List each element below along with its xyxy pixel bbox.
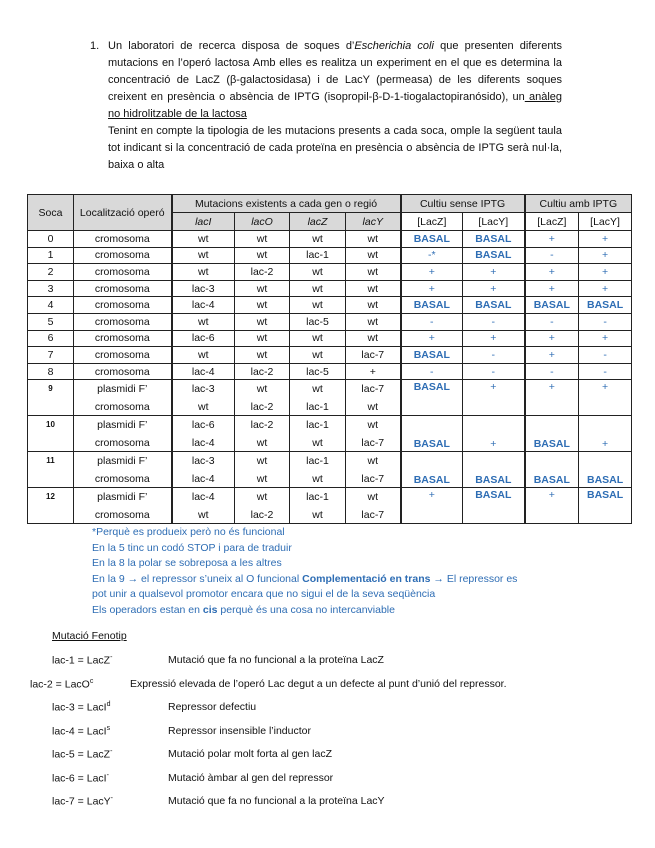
mutation-code: lac-1 = LacZ- <box>52 654 113 667</box>
gene-cell-line: lac-6 <box>191 419 215 432</box>
result-cell: + <box>525 488 579 524</box>
gene-cell <box>235 416 290 452</box>
mutation-description: Expressió elevada de l’operó Lac degut a un defecte al punt d’unió del repressor. <box>130 677 507 690</box>
cell-lines <box>235 452 289 487</box>
location-cell: cromosoma <box>74 280 172 297</box>
mutation-description: Mutació que fa no funcional a la proteïna LacZ <box>168 654 384 666</box>
gene-cell: wt <box>235 231 290 248</box>
gene-cell-line: lac-2 <box>250 400 274 413</box>
cell-lines <box>74 452 171 487</box>
statement-part: que presenten diferents mutacions en l’operó lactosa Amb elles es realitza un experiment en el que es determina la concentració de LacZ (β-galactosidasa) i de LacY (permeasa) de les diferents soques creixent en presència o absència de IPTG (isopropil-β-D-1-tiogalactopiranósido), un <box>108 40 562 103</box>
gene-cell-line: lac-1 <box>306 491 329 504</box>
table-row <box>28 416 632 452</box>
cell-lines <box>346 452 400 487</box>
gene-cell: wt <box>290 347 346 364</box>
table-row <box>28 247 632 264</box>
table-row <box>28 297 632 314</box>
result-cell: - <box>401 313 463 330</box>
mutation-description: Repressor insensible l’inductor <box>168 724 311 737</box>
cell-lines <box>173 416 235 451</box>
gene-cell <box>235 488 290 524</box>
header-sense-iptg: Cultiu sense IPTG <box>401 195 525 213</box>
location-cell: cromosoma <box>74 231 172 248</box>
gene-cell-line: wt <box>256 455 268 468</box>
result-cell: BASAL <box>401 452 463 488</box>
gene-cell <box>346 488 401 524</box>
cell-lines <box>74 380 171 415</box>
cell-lines <box>74 416 171 451</box>
mutation-superscript: c <box>89 677 94 685</box>
note-bold: Complementació en trans <box>302 572 431 585</box>
gene-label: lacI <box>195 215 212 228</box>
soca-cell: 1 <box>28 247 74 264</box>
result-cell: + <box>525 330 579 347</box>
gene-cell <box>235 452 290 488</box>
location-cell: cromosoma <box>74 264 172 281</box>
note <box>92 572 572 588</box>
legend-heading: Mutació Fenotip <box>52 630 127 642</box>
result-cell: BASAL <box>401 347 463 364</box>
gene-cell: wt <box>290 231 346 248</box>
gene-label: lacY <box>362 215 383 228</box>
table-row <box>28 264 632 281</box>
table-row <box>28 280 632 297</box>
header-laco <box>235 213 290 231</box>
gene-cell: wt <box>346 297 401 314</box>
gene-cell <box>346 416 401 452</box>
gene-cell-line: wt <box>367 419 379 432</box>
cell-lines <box>74 488 171 523</box>
gene-label: lacO <box>251 215 273 228</box>
result-cell: + <box>463 416 525 452</box>
gene-cell <box>346 380 401 416</box>
location-cell-line: cromosoma <box>94 508 150 521</box>
gene-cell-line: wt <box>256 436 268 449</box>
header-localitzacio: Localització operó <box>74 195 172 231</box>
header-sense-lacz: [LacZ] <box>401 213 463 231</box>
table-row <box>28 380 632 416</box>
gene-cell: lac-2 <box>235 363 290 380</box>
note-bold: cis <box>202 603 218 616</box>
result-cell: - <box>579 313 632 330</box>
note-part: → El repressor es <box>430 572 518 585</box>
gene-cell <box>346 452 401 488</box>
gene-cell: wt <box>172 264 235 281</box>
gene-cell: wt <box>172 313 235 330</box>
result-cell: - <box>463 313 525 330</box>
result-cell: - <box>525 247 579 264</box>
gene-cell: lac-1 <box>290 247 346 264</box>
location-cell <box>74 380 172 416</box>
mutation-description: Mutació que fa no funcional a la proteïna LacY <box>168 795 385 807</box>
gene-cell: + <box>346 363 401 380</box>
location-cell <box>74 488 172 524</box>
gene-cell-line: wt <box>312 508 323 521</box>
gene-label: lacZ <box>307 215 328 228</box>
result-cell: - <box>463 363 525 380</box>
location-cell-line: plasmidi F’ <box>97 383 148 396</box>
note-part: En la 9 → el repressor s’uneix al O funcional <box>92 572 303 585</box>
result-cell: BASAL <box>463 488 525 524</box>
gene-cell: wt <box>346 264 401 281</box>
cell-lines <box>235 488 289 523</box>
gene-cell: lac-2 <box>235 264 290 281</box>
cell-lines <box>346 488 400 523</box>
result-cell: + <box>525 280 579 297</box>
cell-lines <box>290 380 345 415</box>
location-cell-line: cromosoma <box>94 436 150 449</box>
gene-cell: wt <box>172 231 235 248</box>
gene-cell: lac-4 <box>172 297 235 314</box>
header-lacy <box>346 213 401 231</box>
gene-cell: wt <box>346 247 401 264</box>
table-row <box>28 488 632 524</box>
cell-lines <box>173 452 235 487</box>
gene-cell: lac-7 <box>346 347 401 364</box>
result-cell: BASAL <box>463 297 525 314</box>
result-cell: BASAL <box>579 488 632 524</box>
result-cell: + <box>579 231 632 248</box>
soca-cell: 8 <box>28 363 74 380</box>
table-row <box>28 347 632 364</box>
mutation-superscript: - <box>110 748 113 755</box>
result-cell: + <box>579 247 632 264</box>
mutation-code: lac-6 = LacI- <box>52 771 109 784</box>
result-cell: - <box>401 363 463 380</box>
gene-cell-line: wt <box>256 491 268 504</box>
soca-cell: 11 <box>28 452 74 488</box>
result-cell: + <box>525 264 579 281</box>
location-cell: cromosoma <box>74 347 172 364</box>
gene-cell: wt <box>235 280 290 297</box>
result-cell: + <box>579 280 632 297</box>
mutation-code: lac-4 = LacI$^s$ <box>52 724 111 737</box>
location-cell: cromosoma <box>74 297 172 314</box>
table-row <box>28 363 632 380</box>
results-table <box>27 194 632 524</box>
result-cell: + <box>463 330 525 347</box>
mutation-code: lac-3 = LacI$^d$ <box>52 701 111 714</box>
result-cell: + <box>579 416 632 452</box>
answer-notes <box>92 525 572 619</box>
soca-cell: 6 <box>28 330 74 347</box>
result-cell: + <box>401 330 463 347</box>
result-cell: + <box>401 264 463 281</box>
result-cell: + <box>463 264 525 281</box>
location-cell-line: cromosoma <box>94 472 150 485</box>
gene-cell: wt <box>172 347 235 364</box>
soca-cell: 7 <box>28 347 74 364</box>
gene-cell: lac-5 <box>290 363 346 380</box>
location-cell <box>74 452 172 488</box>
cell-lines <box>346 416 400 451</box>
gene-cell: wt <box>235 347 290 364</box>
gene-cell: lac-5 <box>290 313 346 330</box>
species-name: Escherichia coli <box>354 40 434 52</box>
gene-cell-line: lac-7 <box>361 436 385 449</box>
mutation-code: lac-7 = LacY- <box>52 795 114 808</box>
gene-cell: wt <box>346 231 401 248</box>
result-cell: - <box>525 313 579 330</box>
mutation-superscript: d <box>106 701 111 708</box>
underlined-phrase: anàleg no hidrolitzable de la lactosa <box>108 91 563 120</box>
gene-cell: wt <box>235 313 290 330</box>
gene-cell: wt <box>290 297 346 314</box>
soca-cell: 3 <box>28 280 74 297</box>
gene-cell: lac-4 <box>172 363 235 380</box>
gene-cell-line: wt <box>312 472 323 485</box>
location-cell-line: cromosoma <box>94 400 150 413</box>
result-cell: -* <box>401 247 463 264</box>
cell-lines <box>173 380 235 415</box>
gene-cell-line: wt <box>256 383 268 396</box>
header-amb-lacy: [LacY] <box>579 213 632 231</box>
gene-cell-line: lac-7 <box>361 472 385 485</box>
location-cell-line: plasmidi F’ <box>97 491 148 504</box>
gene-cell-line: lac-3 <box>191 455 215 468</box>
result-cell: BASAL <box>401 416 463 452</box>
cell-lines <box>235 380 289 415</box>
soca-cell: 9 <box>28 380 74 416</box>
result-cell: + <box>579 330 632 347</box>
header-amb-iptg: Cultiu amb IPTG <box>525 195 632 213</box>
soca-cell: 0 <box>28 231 74 248</box>
result-cell: + <box>525 231 579 248</box>
gene-cell <box>235 380 290 416</box>
cell-lines <box>290 488 345 523</box>
gene-cell-line: wt <box>367 400 379 413</box>
cell-lines <box>290 416 345 451</box>
result-cell: BASAL <box>463 452 525 488</box>
gene-cell <box>290 416 346 452</box>
result-cell: BASAL <box>525 416 579 452</box>
gene-cell: wt <box>346 313 401 330</box>
gene-cell-line: wt <box>256 472 268 485</box>
location-cell: cromosoma <box>74 313 172 330</box>
result-cell: + <box>401 280 463 297</box>
location-cell <box>74 416 172 452</box>
gene-cell-line: lac-2 <box>250 419 274 432</box>
mutation-description: Repressor defectiu <box>168 701 257 713</box>
gene-cell-line: lac-2 <box>250 508 274 521</box>
gene-cell-line: lac-7 <box>361 383 385 396</box>
soca-cell: 5 <box>28 313 74 330</box>
note-part: perquè és una cosa no intercanviable <box>217 603 395 616</box>
location-cell: cromosoma <box>74 330 172 347</box>
result-cell: BASAL <box>463 247 525 264</box>
gene-cell-line: wt <box>312 383 323 396</box>
gene-cell: wt <box>235 297 290 314</box>
gene-cell-line: wt <box>367 455 379 468</box>
question-instruction: Tenint en compte la tipologia de les mutacions presents a cada soca, omple la següent taula tot indicant si la concentració de cada proteïna en presència o absència de IPTG serà nul·la, baixa o alta <box>108 125 562 171</box>
result-cell: BASAL <box>401 231 463 248</box>
soca-cell: 2 <box>28 264 74 281</box>
mutation-superscript: - <box>106 771 109 779</box>
gene-cell: wt <box>235 247 290 264</box>
gene-cell-line: lac-4 <box>191 491 215 504</box>
gene-cell <box>172 488 235 524</box>
result-cell: - <box>525 363 579 380</box>
gene-cell <box>290 488 346 524</box>
header-soca: Soca <box>28 195 74 231</box>
gene-cell: wt <box>346 330 401 347</box>
mutation-code: lac-2 = LacO$^c$ <box>30 677 94 690</box>
table-row <box>28 330 632 347</box>
mutation-superscript: - <box>110 654 113 661</box>
gene-cell: wt <box>290 280 346 297</box>
cell-lines <box>346 380 400 415</box>
note: En la 5 tinc un codó STOP i para de traduir <box>92 541 292 554</box>
gene-cell <box>172 452 235 488</box>
note: *Perquè es produeix però no és funcional <box>92 526 285 538</box>
result-cell: BASAL <box>525 297 579 314</box>
gene-cell-line: lac-3 <box>191 383 215 396</box>
gene-cell-line: lac-1 <box>306 455 329 468</box>
note: En la 8 la polar se sobreposa a les altres <box>92 557 282 570</box>
gene-cell-line: lac-1 <box>306 419 329 432</box>
mutation-superscript: - <box>110 795 114 802</box>
mutation-description: Mutació polar molt forta al gen lacZ <box>168 748 332 760</box>
note-part: Els operadors estan en <box>92 603 203 616</box>
result-cell: + <box>525 347 579 364</box>
gene-cell: wt <box>235 330 290 347</box>
result-cell: BASAL <box>579 297 632 314</box>
result-cell: BASAL <box>401 380 463 416</box>
gene-cell-line: lac-4 <box>191 436 215 449</box>
gene-cell: wt <box>290 264 346 281</box>
result-cell: - <box>463 347 525 364</box>
gene-cell-line: wt <box>198 508 209 521</box>
gene-cell <box>290 380 346 416</box>
soca-cell: 10 <box>28 416 74 452</box>
mutation-superscript: s <box>106 724 111 732</box>
gene-cell-line: wt <box>198 400 209 413</box>
location-cell: cromosoma <box>74 247 172 264</box>
result-cell: - <box>579 347 632 364</box>
soca-cell: 4 <box>28 297 74 314</box>
gene-cell <box>172 380 235 416</box>
gene-cell-line: lac-1 <box>306 400 329 413</box>
result-cell: + <box>463 380 525 416</box>
question-text <box>90 38 562 174</box>
result-cell: + <box>401 488 463 524</box>
note: pot unir a qualsevol promotor encara que no sigui el de la seva seqüència <box>92 588 436 601</box>
result-cell: BASAL <box>579 452 632 488</box>
table-row <box>28 452 632 488</box>
result-cell: BASAL <box>401 297 463 314</box>
gene-cell-line: lac-7 <box>361 508 385 521</box>
result-cell: - <box>579 363 632 380</box>
location-cell-line: plasmidi F’ <box>97 419 148 432</box>
statement-part: Un laboratori de recerca disposa de soques d’ <box>108 40 355 52</box>
result-cell: BASAL <box>525 452 579 488</box>
gene-cell: wt <box>290 330 346 347</box>
gene-cell <box>172 416 235 452</box>
note <box>92 603 572 619</box>
gene-cell <box>290 452 346 488</box>
cell-lines <box>290 452 345 487</box>
location-cell-line: plasmidi F’ <box>97 455 148 468</box>
mutation-description: Mutació àmbar al gen del repressor <box>168 771 334 784</box>
soca-cell: 12 <box>28 488 74 524</box>
result-cell: + <box>525 380 579 416</box>
result-cell: + <box>463 280 525 297</box>
result-cell: BASAL <box>463 231 525 248</box>
question-number: 1. <box>90 40 100 52</box>
gene-cell: wt <box>346 280 401 297</box>
table-row <box>28 313 632 330</box>
table-row <box>28 231 632 248</box>
question-statement <box>90 38 562 123</box>
header-sense-lacy: [LacY] <box>463 213 525 231</box>
mutation-code: lac-5 = LacZ- <box>52 748 113 761</box>
header-laci <box>172 213 235 231</box>
gene-cell: wt <box>172 247 235 264</box>
cell-lines <box>235 416 289 451</box>
gene-cell-line: wt <box>312 436 323 449</box>
header-lacz <box>290 213 346 231</box>
location-cell: cromosoma <box>74 363 172 380</box>
result-cell: + <box>579 380 632 416</box>
header-mutacions: Mutacions existents a cada gen o regió <box>172 195 401 213</box>
gene-cell-line: lac-4 <box>191 472 215 485</box>
gene-cell: lac-3 <box>172 280 235 297</box>
result-cell: + <box>579 264 632 281</box>
cell-lines <box>173 488 235 523</box>
gene-cell: lac-6 <box>172 330 235 347</box>
header-amb-lacz: [LacZ] <box>525 213 579 231</box>
gene-cell-line: wt <box>367 491 379 504</box>
